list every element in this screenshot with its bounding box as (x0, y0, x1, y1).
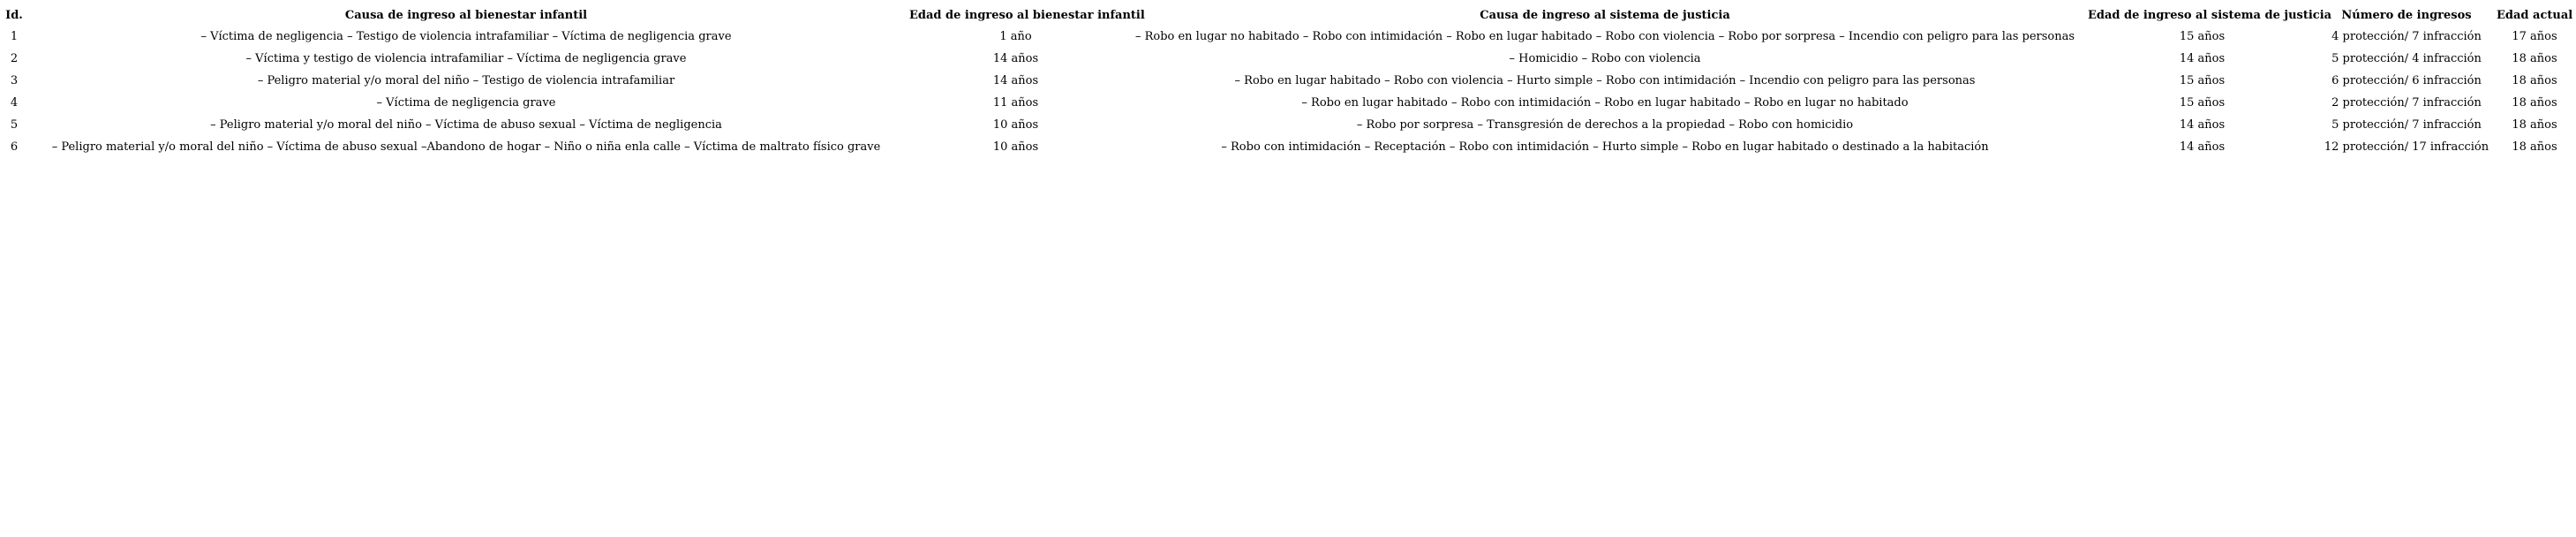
table-row (4, 70, 2574, 92)
cell-id: 5 (10, 118, 19, 132)
cell-edad-bienestar: 11 años (992, 96, 1039, 110)
cell-causa-bienestar: – Víctima y testigo de violencia intrafamiliar – Víctima de negligencia grave (245, 52, 687, 65)
cell-edad-actual: 17 años (2512, 30, 2557, 43)
cell-numero-ingresos: 4 protección/ 7 infracción (2331, 30, 2482, 43)
table-header (4, 4, 2574, 26)
header-edad-bienestar: Edad de ingreso al bienestar infantil (909, 8, 1145, 22)
cell-id: 4 (10, 96, 19, 110)
cell-id: 2 (10, 52, 19, 65)
table-row (4, 26, 2574, 48)
header-causa-bienestar: Causa de ingreso al bienestar infantil (344, 8, 588, 22)
cell-numero-ingresos: 2 protección/ 7 infracción (2331, 96, 2482, 110)
cell-edad-actual: 18 años (2512, 96, 2557, 110)
table-row (4, 92, 2574, 114)
cell-numero-ingresos: 5 protección/ 7 infracción (2331, 118, 2482, 132)
cell-causa-justicia: – Robo en lugar no habitado – Robo con intimidación – Robo en lugar habitado – Robo con violencia – Robo por sorpresa – Incendio con peligro para las personas (1134, 30, 2075, 43)
header-edad-actual: Edad actual (2497, 8, 2573, 22)
cell-id: 1 (10, 30, 19, 43)
cell-causa-justicia: – Homicidio – Robo con violencia (1509, 52, 1701, 65)
table-body (4, 26, 2574, 158)
cell-causa-bienestar: – Víctima de negligencia – Testigo de violencia intrafamiliar – Víctima de negligencia grave (200, 30, 732, 43)
header-edad-justicia: Edad de ingreso al sistema de justicia (2088, 8, 2332, 22)
cell-numero-ingresos: 5 protección/ 4 infracción (2331, 52, 2482, 65)
cases-table-container (4, 4, 2574, 158)
cell-edad-actual: 18 años (2512, 74, 2557, 87)
cell-edad-justicia: 14 años (2179, 52, 2226, 65)
table-row (4, 114, 2574, 136)
cell-edad-justicia: 15 años (2179, 96, 2226, 110)
cell-edad-actual: 18 años (2512, 140, 2557, 154)
cases-table (4, 4, 2574, 158)
cell-edad-bienestar: 14 años (992, 74, 1039, 87)
cell-edad-bienestar: 10 años (992, 118, 1039, 132)
cell-edad-actual: 18 años (2512, 118, 2557, 132)
header-id: Id. (5, 8, 23, 22)
cell-edad-actual: 18 años (2512, 52, 2557, 65)
cell-edad-justicia: 15 años (2179, 30, 2226, 43)
cell-edad-justicia: 14 años (2179, 140, 2226, 154)
cell-edad-bienestar: 14 años (992, 52, 1039, 65)
cell-id: 3 (10, 74, 19, 87)
cell-edad-justicia: 14 años (2179, 118, 2226, 132)
cell-causa-justicia: – Robo por sorpresa – Transgresión de derechos a la propiedad – Robo con homicidio (1356, 118, 1854, 132)
header-numero-ingresos: Número de ingresos (2341, 8, 2472, 22)
cell-edad-justicia: 15 años (2179, 74, 2226, 87)
cell-causa-bienestar: – Víctima de negligencia grave (376, 96, 556, 110)
header-causa-justicia: Causa de ingreso al sistema de justicia (1480, 8, 1730, 22)
cell-edad-bienestar: 10 años (992, 140, 1039, 154)
cell-numero-ingresos: 12 protección/ 17 infracción (2324, 140, 2489, 154)
table-row (4, 48, 2574, 70)
cell-causa-bienestar: – Peligro material y/o moral del niño – Testigo de violencia intrafamiliar (257, 74, 675, 87)
cell-causa-justicia: – Robo en lugar habitado – Robo con intimidación – Robo en lugar habitado – Robo en lugar no habitado (1301, 96, 1909, 110)
cell-causa-bienestar: – Peligro material y/o moral del niño – Víctima de abuso sexual –Abandono de hogar – Niño o niña enla calle – Víctima de maltrato físico grave (51, 140, 881, 154)
cell-edad-bienestar: 1 año (999, 30, 1032, 43)
cell-id: 6 (10, 140, 19, 154)
table-row (4, 136, 2574, 158)
cell-causa-justicia: – Robo en lugar habitado – Robo con violencia – Hurto simple – Robo con intimidación – Incendio con peligro para las personas (1234, 74, 1976, 87)
header-row (4, 4, 2574, 26)
cell-numero-ingresos: 6 protección/ 6 infracción (2331, 74, 2482, 87)
cell-causa-justicia: – Robo con intimidación – Receptación – Robo con intimidación – Hurto simple – Robo en lugar habitado o destinado a la habitación (1221, 140, 1989, 154)
cell-causa-bienestar: – Peligro material y/o moral del niño – Víctima de abuso sexual – Víctima de negligencia (210, 118, 722, 132)
